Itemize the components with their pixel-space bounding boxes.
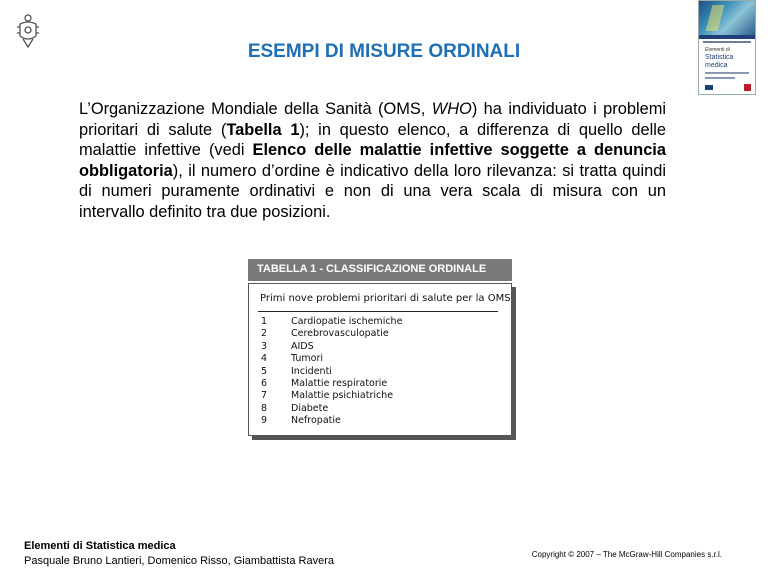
table-divider <box>258 311 498 312</box>
row-number: 7 <box>261 390 268 402</box>
row-label: Incidenti <box>291 365 332 377</box>
row-number: 5 <box>261 365 268 377</box>
row-label: Tumori <box>291 353 323 365</box>
table-header: TABELLA 1 - CLASSIFICAZIONE ORDINALE <box>248 259 512 281</box>
table-row <box>261 378 402 390</box>
cover-main-title-2: medica <box>705 62 728 69</box>
row-label: Cerebrovasculopatie <box>291 328 389 340</box>
row-label: Diabete <box>291 402 329 414</box>
table-row <box>261 390 402 402</box>
row-number: 4 <box>261 353 268 365</box>
row-label: AIDS <box>291 340 314 352</box>
table-row <box>261 328 402 340</box>
table-row <box>261 341 402 353</box>
row-number: 1 <box>261 316 268 327</box>
slide-title: ESEMPI DI MISURE ORDINALI <box>247 41 521 62</box>
para-table-ref: Tabella 1 <box>226 120 300 139</box>
row-label: Malattie respiratorie <box>291 377 388 389</box>
row-label: Cardiopatie ischemiche <box>291 316 403 327</box>
row-number: 8 <box>261 402 268 414</box>
para-text-3: ); in questo elenco, a differenza di quello delle malattie infettive (vedi <box>79 120 666 159</box>
body-paragraph <box>79 99 666 222</box>
row-number: 2 <box>261 328 268 340</box>
row-number: 9 <box>261 415 268 427</box>
table-row <box>261 353 402 365</box>
cover-small-title: Elementi di <box>705 47 730 53</box>
footer-copyright: Copyright © 2007 – The McGraw-Hill Companies s.r.l. <box>531 550 722 559</box>
footer-book-title: Elementi di Statistica medica <box>24 540 176 552</box>
table-row <box>261 415 402 427</box>
para-who: WHO <box>431 100 472 118</box>
table-row <box>261 366 402 378</box>
table-box <box>248 283 512 436</box>
para-text-4: ), il numero d’ordine è indicativo della loro rilevanza: si tratta quindi di numeri puramente ordinativi e non di una vera scala di misura con un intervallo definito tra due posizioni. <box>79 161 666 221</box>
footer-authors: Pasquale Bruno Lantieri, Domenico Risso, Giambattista Ravera <box>24 555 334 567</box>
para-text-2: ) ha individuato i problemi prioritari di salute ( <box>79 100 666 139</box>
table-row <box>261 316 402 328</box>
para-bold-ref: Elenco delle malattie infettive soggette a denuncia obbligatoria <box>79 141 666 180</box>
cover-main-title-1: Statistica <box>705 54 734 61</box>
table-subtitle: Primi nove problemi prioritari di salute per la OMS <box>260 293 511 304</box>
row-number: 3 <box>261 340 268 352</box>
table-rows <box>261 316 402 428</box>
table-row <box>261 403 402 415</box>
row-label: Malattie psichiatriche <box>291 390 394 402</box>
mcgraw-hill-logo-icon <box>744 84 751 91</box>
para-text-1: L’Organizzazione Mondiale della Sanità (OMS, <box>79 100 432 118</box>
publisher-mark-icon <box>705 85 713 90</box>
row-label: Nefropatie <box>291 415 341 427</box>
row-number: 6 <box>261 377 268 389</box>
